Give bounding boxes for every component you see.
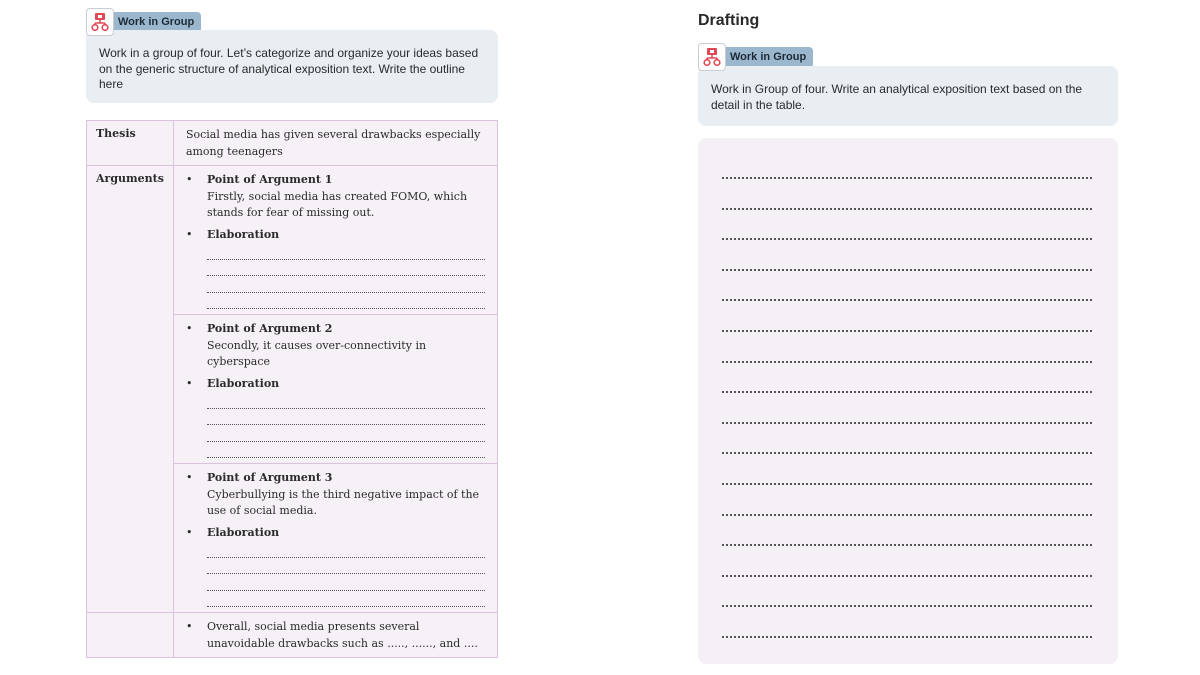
draft-line[interactable] — [722, 391, 1092, 393]
write-line[interactable] — [207, 243, 485, 260]
page-title: Drafting — [698, 12, 760, 29]
elaboration-label: • Elaboration — [206, 525, 280, 539]
draft-line[interactable] — [722, 514, 1092, 516]
argument-point — [186, 470, 485, 520]
argument-1-text: Firstly, social media has created FOMO, which stands for fear of missing out. — [206, 189, 468, 219]
thesis-label: Thesis — [87, 121, 174, 166]
elaboration-label: • Elaboration — [206, 227, 280, 241]
write-line[interactable] — [207, 442, 485, 459]
arguments-label: Arguments — [87, 166, 174, 613]
argument-2-cell — [173, 315, 497, 464]
argument-1-cell — [173, 166, 497, 315]
argument-3-text: Cyberbullying is the third negative impact of the use of social media. — [206, 487, 480, 517]
argument-3-cell — [173, 464, 497, 613]
argument-point — [186, 321, 485, 371]
draft-line[interactable] — [722, 544, 1092, 546]
draft-line[interactable] — [722, 422, 1092, 424]
draft-line[interactable] — [722, 361, 1092, 363]
argument-point — [186, 172, 485, 222]
elaboration — [186, 525, 485, 608]
argument-2-text: Secondly, it causes over-connectivity in cyberspace — [206, 338, 427, 368]
write-line[interactable] — [207, 409, 485, 426]
outline-instruction: Work in a group of four. Let’s categorize and organize your ideas based on the generic structure of analytical exposition text. Write the outline here — [86, 30, 498, 103]
conclusion-row — [87, 613, 498, 658]
elaboration-label: • Elaboration — [206, 376, 280, 390]
conclusion-label-cell — [87, 613, 174, 658]
write-line[interactable] — [207, 591, 485, 608]
elaboration — [186, 376, 485, 459]
argument-1-title: • Point of Argument 1 — [206, 173, 333, 186]
conclusion-text: • Overall, social media presents several unavoidable drawbacks such as ....., ......, and .... — [186, 619, 485, 652]
thesis-text: Social media has given several drawbacks especially among teenagers — [173, 121, 497, 166]
drafting-area[interactable] — [698, 138, 1118, 664]
write-line[interactable] — [207, 425, 485, 442]
group-icon — [86, 8, 114, 36]
write-line[interactable] — [207, 558, 485, 575]
thesis-row — [87, 121, 498, 166]
draft-line[interactable] — [722, 575, 1092, 577]
write-line[interactable] — [207, 276, 485, 293]
argument-2-title: • Point of Argument 2 — [206, 322, 333, 335]
draft-line[interactable] — [722, 208, 1092, 210]
drafting-instruction: Work in Group of four. Write an analytical exposition text based on the detail in the table. — [698, 66, 1118, 126]
argument-3-title: • Point of Argument 3 — [206, 471, 333, 484]
draft-line[interactable] — [722, 299, 1092, 301]
argument-row — [87, 166, 498, 315]
group-icon — [698, 43, 726, 71]
draft-line[interactable] — [722, 636, 1092, 638]
elaboration — [186, 227, 485, 310]
draft-line[interactable] — [722, 330, 1092, 332]
draft-line[interactable] — [722, 452, 1092, 454]
outline-table — [86, 120, 498, 658]
draft-line[interactable] — [722, 238, 1092, 240]
write-line[interactable] — [207, 260, 485, 277]
badge-label: Work in Group — [112, 12, 201, 33]
write-line[interactable] — [207, 541, 485, 558]
draft-line[interactable] — [722, 483, 1092, 485]
write-line[interactable] — [207, 293, 485, 310]
draft-line[interactable] — [722, 605, 1092, 607]
draft-line[interactable] — [722, 269, 1092, 271]
badge-label: Work in Group — [724, 47, 813, 68]
write-line[interactable] — [207, 574, 485, 591]
conclusion-cell — [173, 613, 497, 658]
draft-line[interactable] — [722, 177, 1092, 179]
write-line[interactable] — [207, 392, 485, 409]
